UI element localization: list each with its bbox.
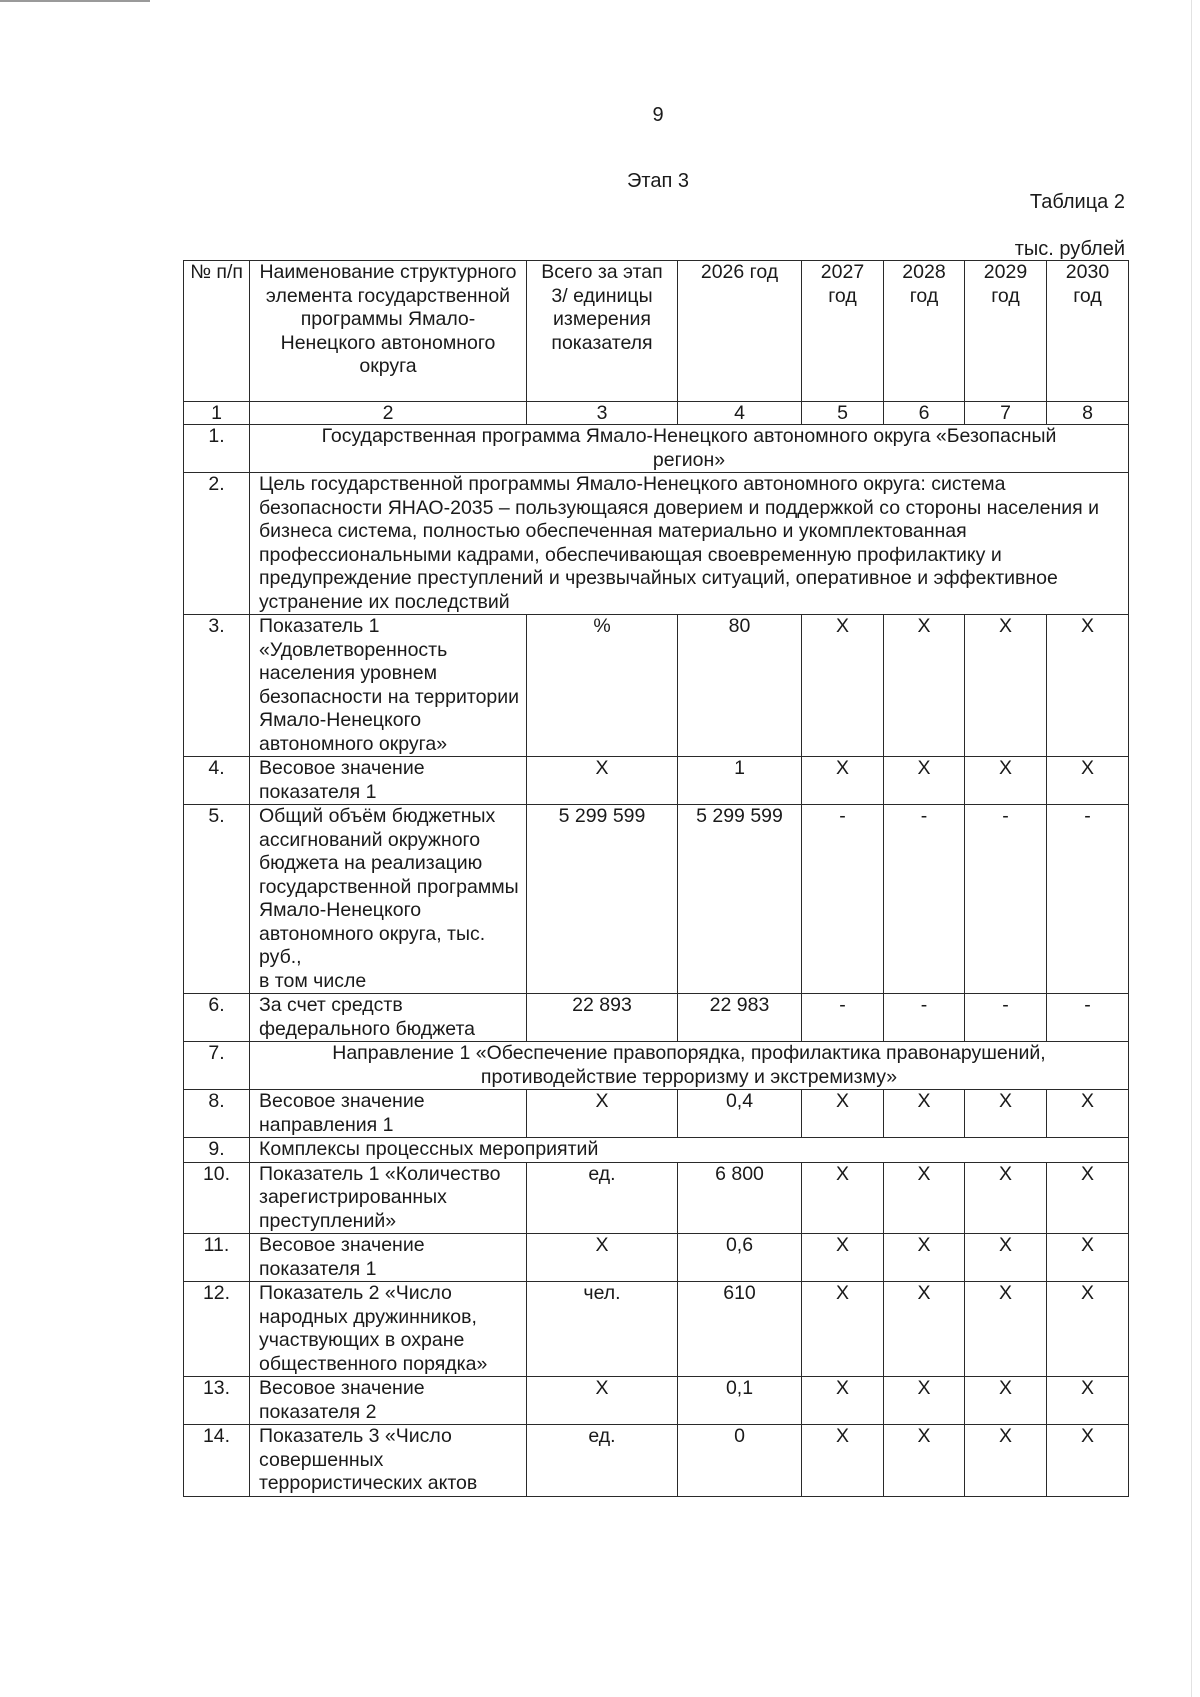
row-2026: 0 — [678, 1425, 802, 1497]
row-2029: X — [965, 757, 1047, 805]
row-number: 3. — [184, 615, 250, 757]
direction-title: Направление 1 «Обеспечение правопорядка, профилактика правонарушений, противодействие терроризму и экстремизму» — [250, 1042, 1129, 1090]
row-total: X — [527, 1377, 678, 1425]
row-2027: - — [802, 805, 884, 994]
column-number: 5 — [802, 402, 884, 425]
row-2028: X — [884, 757, 965, 805]
row-total: ед. — [527, 1162, 678, 1234]
row-number: 9. — [184, 1138, 250, 1163]
row-number: 6. — [184, 994, 250, 1042]
row-number: 10. — [184, 1162, 250, 1234]
row-name: Общий объём бюджетных ассигнований окружного бюджета на реализацию государственной программы Ямало-Ненецкого автономного округа, тыс. руб., — [259, 805, 519, 968]
row-2029: X — [965, 1282, 1047, 1377]
row-2027: - — [802, 994, 884, 1042]
row-name-cell — [250, 805, 527, 994]
row-2029: X — [965, 615, 1047, 757]
table-row — [184, 1138, 1129, 1163]
row-2028: - — [884, 805, 965, 994]
row-2026: 0,6 — [678, 1234, 802, 1282]
row-2030: X — [1047, 1090, 1129, 1138]
row-2026: 6 800 — [678, 1162, 802, 1234]
column-number: 1 — [184, 402, 250, 425]
row-2026: 0,1 — [678, 1377, 802, 1425]
header-2030: 2030 год — [1047, 261, 1129, 402]
table-label: Таблица 2 — [1029, 191, 1125, 213]
row-number: 4. — [184, 757, 250, 805]
row-2028: X — [884, 1377, 965, 1425]
row-2026: 5 299 599 — [678, 805, 802, 994]
units-label: тыс. рублей — [1014, 238, 1125, 260]
row-2030: X — [1047, 1234, 1129, 1282]
table-row — [184, 473, 1129, 615]
row-2030: X — [1047, 1162, 1129, 1234]
row-2027: X — [802, 1090, 884, 1138]
header-2029: 2029 год — [965, 261, 1047, 402]
table-row — [184, 757, 1129, 805]
row-name: Весовое значение направления 1 — [250, 1090, 527, 1138]
row-2029: - — [965, 994, 1047, 1042]
row-2029: - — [965, 805, 1047, 994]
row-total: 5 299 599 — [527, 805, 678, 994]
row-2030: X — [1047, 1425, 1129, 1497]
row-name: За счет средств федерального бюджета — [250, 994, 527, 1042]
row-2026: 610 — [678, 1282, 802, 1377]
row-total: X — [527, 757, 678, 805]
row-number: 13. — [184, 1377, 250, 1425]
table-row — [184, 1042, 1129, 1090]
header-total: Всего за этап 3/ единицы измерения показателя — [527, 261, 678, 402]
stage-3-table — [183, 260, 1129, 1497]
row-2027: X — [802, 1234, 884, 1282]
header-2028: 2028 год — [884, 261, 965, 402]
row-number: 12. — [184, 1282, 250, 1377]
row-total: чел. — [527, 1282, 678, 1377]
row-2030: X — [1047, 1377, 1129, 1425]
row-name: Показатель 1 «Количество зарегистрированных преступлений» — [250, 1162, 527, 1234]
row-2027: X — [802, 1377, 884, 1425]
row-name-extra: в том числе — [259, 969, 367, 992]
header-2026: 2026 год — [678, 261, 802, 402]
table-row — [184, 1162, 1129, 1234]
row-total: 22 893 — [527, 994, 678, 1042]
row-2028: - — [884, 994, 965, 1042]
scan-edge-right — [1191, 0, 1192, 1697]
row-total: ед. — [527, 1425, 678, 1497]
row-2027: X — [802, 757, 884, 805]
row-2030: X — [1047, 1282, 1129, 1377]
table-row — [184, 425, 1129, 473]
row-number: 1. — [184, 425, 250, 473]
row-total: X — [527, 1234, 678, 1282]
program-title: Государственная программа Ямало-Ненецкого автономного округа «Безопасный регион» — [250, 425, 1129, 473]
column-number: 8 — [1047, 402, 1129, 425]
row-total: X — [527, 1090, 678, 1138]
row-2030: X — [1047, 615, 1129, 757]
row-number: 2. — [184, 473, 250, 615]
row-2029: X — [965, 1425, 1047, 1497]
table-row — [184, 1282, 1129, 1377]
column-number: 2 — [250, 402, 527, 425]
column-number: 6 — [884, 402, 965, 425]
row-2028: X — [884, 1162, 965, 1234]
row-2029: X — [965, 1090, 1047, 1138]
header-row — [184, 261, 1129, 402]
row-2028: X — [884, 615, 965, 757]
stage-title: Этап 3 — [627, 170, 689, 192]
table-row — [184, 615, 1129, 757]
table-row — [184, 805, 1129, 994]
section-title: Комплексы процессных мероприятий — [250, 1138, 1129, 1163]
table-row — [184, 1090, 1129, 1138]
row-name: Весовое значение показателя 1 — [250, 757, 527, 805]
row-2026: 1 — [678, 757, 802, 805]
row-2026: 0,4 — [678, 1090, 802, 1138]
row-number: 7. — [184, 1042, 250, 1090]
column-numbers-row — [184, 402, 1129, 425]
table-row — [184, 1377, 1129, 1425]
row-2027: X — [802, 1425, 884, 1497]
row-total: % — [527, 615, 678, 757]
header-name: Наименование структурного элемента государственной программы Ямало-Ненецкого автономного округа — [250, 261, 527, 402]
header-num: № п/п — [184, 261, 250, 402]
row-name: Показатель 1 «Удовлетворенность населения уровнем безопасности на территории Ямало-Ненецкого автономного округа» — [250, 615, 527, 757]
table-row — [184, 1234, 1129, 1282]
table-row — [184, 994, 1129, 1042]
page-number: 9 — [652, 104, 664, 126]
row-name: Показатель 2 «Число народных дружинников, участвующих в охране общественного порядка» — [250, 1282, 527, 1377]
row-2029: X — [965, 1377, 1047, 1425]
row-2027: X — [802, 1162, 884, 1234]
row-2028: X — [884, 1425, 965, 1497]
row-name: Весовое значение показателя 1 — [250, 1234, 527, 1282]
program-goal: Цель государственной программы Ямало-Ненецкого автономного округа: система безопасности ЯНАО-2035 – пользующаяся доверием и поддержкой со стороны населения и бизнеса система, полностью обеспеченная материально и укомплектованная профессиональными кадрами, обеспечивающая своевременную профилактику и предупреждение преступлений и чрезвычайных ситуаций, оперативное и эффективное устранение их последствий — [250, 473, 1129, 615]
row-name: Весовое значение показателя 2 — [250, 1377, 527, 1425]
row-name: Показатель 3 «Число совершенных террористических актов — [250, 1425, 527, 1497]
scan-edge-top — [0, 0, 150, 2]
column-number: 7 — [965, 402, 1047, 425]
header-2027: 2027 год — [802, 261, 884, 402]
row-2027: X — [802, 1282, 884, 1377]
row-2028: X — [884, 1282, 965, 1377]
row-2030: X — [1047, 757, 1129, 805]
column-number: 4 — [678, 402, 802, 425]
row-2028: X — [884, 1090, 965, 1138]
row-2026: 80 — [678, 615, 802, 757]
row-2029: X — [965, 1162, 1047, 1234]
row-number: 5. — [184, 805, 250, 994]
row-2028: X — [884, 1234, 965, 1282]
row-number: 14. — [184, 1425, 250, 1497]
row-number: 11. — [184, 1234, 250, 1282]
row-2030: - — [1047, 994, 1129, 1042]
row-2026: 22 983 — [678, 994, 802, 1042]
row-number: 8. — [184, 1090, 250, 1138]
table-row — [184, 1425, 1129, 1497]
column-number: 3 — [527, 402, 678, 425]
row-2027: X — [802, 615, 884, 757]
row-2030: - — [1047, 805, 1129, 994]
row-2029: X — [965, 1234, 1047, 1282]
